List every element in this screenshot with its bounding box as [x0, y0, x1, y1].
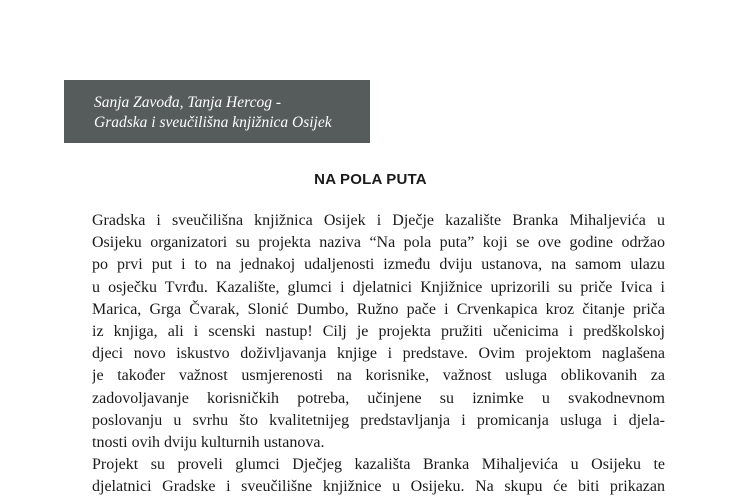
- body-line: zadovoljavanje korisničkih potreba, učinjene su iznimke u svakodnevnom: [92, 389, 665, 407]
- body-line: djelatnici Gradske i sveučilišne knjižnice u Osijeku. Na skupu će biti prikazan: [92, 478, 665, 496]
- body-line: Gradska i sveučilišna knjižnica Osijek i Dječje kazalište Branka Mihaljevića u: [92, 212, 665, 229]
- body-line: Osijeku organizatori su projekta naziva “Na pola puta” koji se ove godine održao: [92, 234, 665, 252]
- body-line: u osječku Tvrđu. Kazalište, glumci i djelatnici Knjižnice uprizorili su priče Ivica i: [92, 278, 665, 296]
- author-box: [64, 80, 370, 143]
- article-body: [92, 210, 665, 498]
- body-line: djeci novo iskustvo doživljavanja knjige i predstave. Ovim projektom naglašena: [92, 345, 665, 363]
- article-title: NA POLA PUTA: [314, 171, 427, 188]
- body-line: po prvi put i to na jednakoj udaljenosti između dviju ustanova, na samom ulazu: [92, 256, 665, 274]
- author-institution: Gradska i sveučilišna knjižnica Osijek: [94, 114, 332, 131]
- body-line: je također važnost usmjerenosti na korisnike, važnost usluga oblikovanih za: [92, 367, 665, 385]
- body-line: Marica, Grga Čvarak, Slonić Dumbo, Ružno pače i Crvenkapica kroz čitanje priča: [92, 300, 665, 318]
- author-names: Sanja Zavođa, Tanja Hercog -: [94, 94, 282, 111]
- body-line: iz knjiga, ali i scenski nastup! Cilj je projekta pružiti učenicima i predškolskoj: [92, 322, 665, 340]
- body-line: poslovanju u svrhu što kvalitetnijeg predstavljanja i promicanja usluga i djela-: [92, 411, 665, 429]
- body-line: tnosti ovih dviju kulturnih ustanova.: [92, 433, 325, 451]
- body-line: Projekt su proveli glumci Dječjeg kazališta Branka Mihaljevića u Osijeku te: [92, 456, 665, 474]
